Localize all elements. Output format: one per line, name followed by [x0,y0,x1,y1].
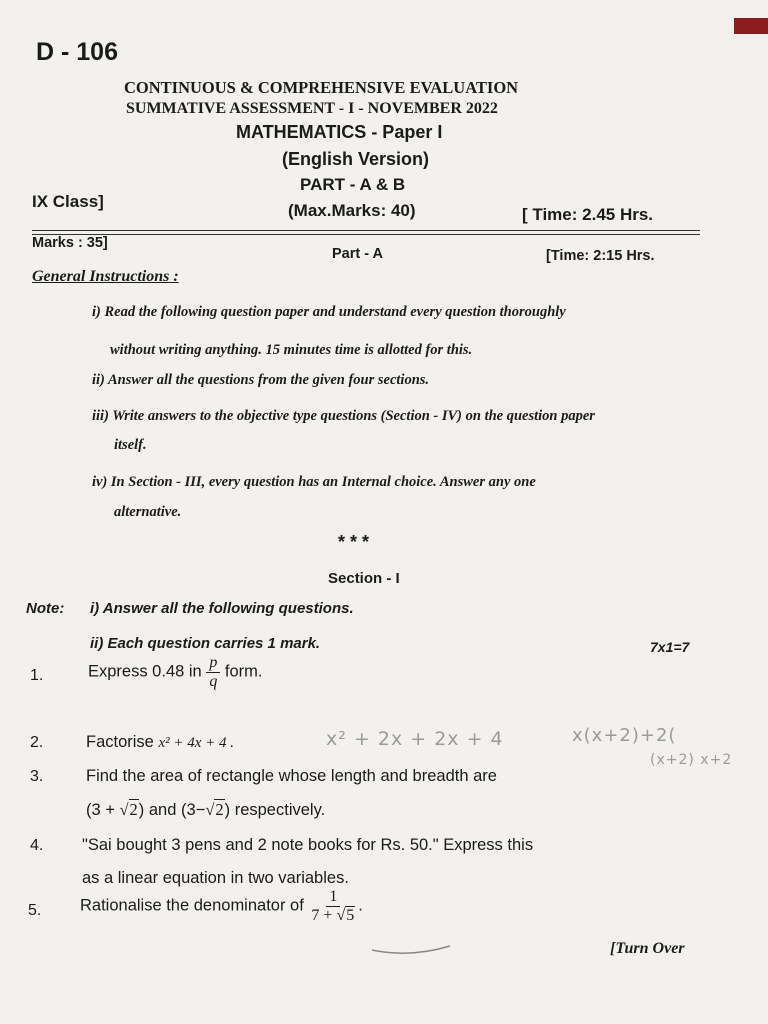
marks-scheme: 7x1=7 [650,639,690,655]
quadratic-expression: x² + 4x + 4 . [158,735,235,751]
question-1-number: 1. [30,667,44,684]
exam-title: CONTINUOUS & COMPREHENSIVE EVALUATION [124,78,519,97]
p-over-q-fraction [206,654,220,690]
instruction-4-line-1: iv) In Section - III, every question has an Internal choice. Answer any one [92,474,536,490]
instruction-3-line-2: itself. [114,437,147,453]
scribble-stroke [372,946,450,953]
question-2-text: Factorise [86,733,154,751]
question-4-number: 4. [30,837,44,854]
turn-over: [Turn Over [610,940,685,957]
max-marks: (Max.Marks: 40) [288,201,416,220]
instructions-heading: General Instructions : [32,268,179,285]
breadth-open: (3− [181,801,206,819]
question-1 [88,654,263,690]
separator-stars: * * * [338,532,370,552]
question-1-suffix: form. [224,662,263,681]
question-4-line-1: "Sai bought 3 pens and 2 note books for Rs. 50." Express this [82,836,534,854]
question-3-number: 3. [30,768,44,785]
note-line-2: ii) Each question carries 1 mark. [90,635,321,652]
class-label: IX Class] [32,192,104,211]
exam-subtitle: SUMMATIVE ASSESSMENT - I - NOVEMBER 2022 [126,100,498,117]
header-rule-bottom [32,234,700,235]
handwritten-working-2: x(x+2)+2( [572,725,677,746]
fraction-denominator: q [209,672,218,690]
rationalise-fraction [308,888,358,924]
denominator-integer: 7 + [311,906,337,924]
part-marks: Marks : 35] [32,235,108,251]
instruction-1-line-1: i) Read the following question paper and understand every question thoroughly [92,304,566,320]
question-2 [86,733,234,752]
question-2-number: 2. [30,734,44,751]
instruction-4-line-2: alternative. [114,504,182,520]
torn-corner-mark [734,18,768,34]
question-5-suffix: . [358,896,363,915]
instruction-2: ii) Answer all the questions from the given four sections. [92,372,430,388]
question-3-line-1: Find the area of rectangle whose length and breadth are [86,767,497,785]
instruction-1-line-2: without writing anything. 15 minutes time is allotted for this. [110,342,473,358]
length-close: ) [138,801,145,819]
parts-label: PART - A & B [300,175,406,194]
radicand: 5 [346,906,355,924]
question-3-suffix: respectively. [230,801,326,819]
question-3-line-2 [86,800,325,820]
section-title: Section - I [328,570,400,587]
part-time: [Time: 2:15 Hrs. [546,248,655,264]
version-label: (English Version) [282,149,430,169]
sqrt-symbol: √ [336,906,346,924]
sqrt-symbol: √ [205,800,215,819]
note-line-1: i) Answer all the following questions. [90,600,354,617]
length-open: (3 + [86,801,120,819]
question-5-number: 5. [28,902,42,919]
sqrt-symbol: √ [119,800,129,819]
total-time: [ Time: 2.45 Hrs. [522,205,654,224]
note-label: Note: [26,600,65,617]
instruction-3-line-1: iii) Write answers to the objective type questions (Section - IV) on the question paper [92,408,595,424]
subject-title: MATHEMATICS - Paper I [236,122,443,142]
radicand: 2 [215,800,224,819]
radicand: 2 [129,800,138,819]
header-rule-top [32,230,700,231]
fraction-denominator [308,907,358,925]
fraction-numerator: p [206,654,220,673]
conjunction: and [144,801,181,819]
question-5-text: Rationalise the denominator of [80,896,304,915]
question-4-line-2: as a linear equation in two variables. [82,869,349,887]
handwritten-working-3: (x+2) x+2 [650,752,733,768]
part-label: Part - A [332,246,384,262]
paper-code: D - 106 [36,38,118,66]
pen-scribble [370,932,460,962]
handwritten-working-1: x² + 2x + 2x + 4 [326,728,504,750]
question-5 [80,888,363,924]
fraction-numerator: 1 [326,888,340,907]
breadth-close: ) [224,801,231,819]
question-1-text: Express 0.48 in [88,662,202,681]
